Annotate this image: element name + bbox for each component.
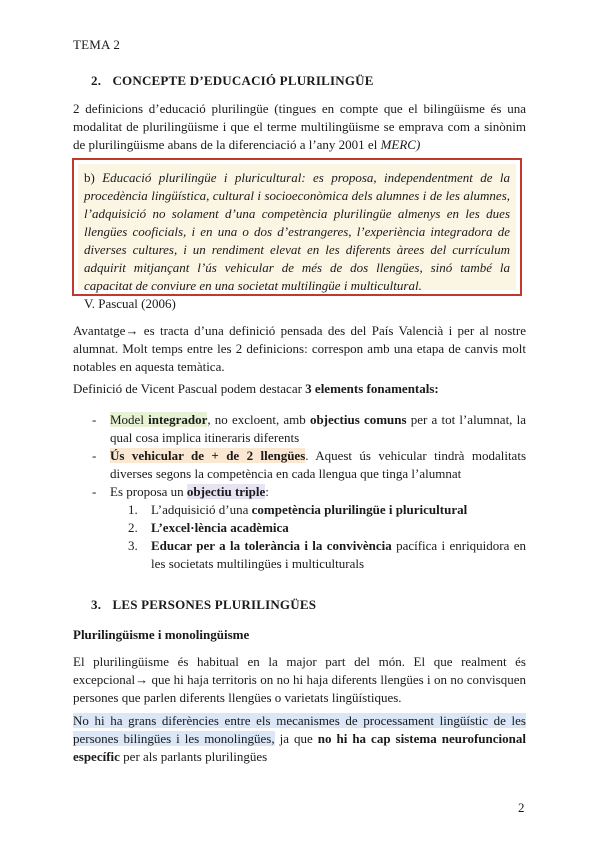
bullet-1-model: Model: [110, 412, 149, 427]
bullet-1-integrador: integrador: [148, 412, 208, 427]
definition-quote-box: [72, 158, 522, 311]
bullet-1-text: , no excloent, amb: [207, 412, 310, 427]
section-2-number: 2.: [91, 73, 102, 88]
list-item: [73, 483, 526, 573]
section-3-title: LES PERSONES PLURILINGÜES: [112, 597, 317, 612]
item-number: 3.: [128, 538, 138, 553]
para-2-rest: per als parlants plurilingües: [119, 749, 268, 764]
para-2-bold: no hi ha cap sistema neurofuncional específic: [73, 731, 526, 764]
running-title: TEMA 2: [73, 37, 121, 52]
bullet-3-bold: objectiu triple: [186, 484, 266, 499]
bullet-3-colon: :: [265, 484, 269, 499]
triple-objective-list: [128, 501, 526, 573]
elements-list: [73, 411, 526, 573]
section-3-paragraph-2: [73, 712, 526, 766]
item-number: 2.: [128, 520, 138, 535]
list-item: [73, 411, 526, 447]
item-3-text: pacífica i enriquidora en les societats multilingües i multiculturals: [151, 538, 527, 571]
item-1-bold: competència plurilingüe i pluricultural: [251, 502, 468, 517]
section-3-heading: [91, 597, 316, 613]
quote-text: Educació plurilingüe i pluricultural: es proposa, independentment de la procedència lingüística, cultural i socioeconòmica dels alumnes i de les alumnes, l’adquisició no solament d’una competència plurilingüe almenys en les dues llengües cooficials, i en una o dos d’estrangeres, l’experiència integradora de diverses cultures, i un rendiment elevat en les diferents àrees del currículum adquirit mitjançant l’ús vehicular de més de dos llengües, sinó també la capacitat de conviure en una societat multilingüe i multicultural.: [84, 170, 510, 293]
section-2-title: CONCEPTE D’EDUCACIÓ PLURILINGÜE: [112, 73, 374, 88]
item-number: 1.: [128, 502, 138, 517]
bullet-1-rest: per a tot l’alumnat, la qual cosa implica itineraris diferents: [110, 412, 526, 445]
bullet-1-objectius: objectius comuns: [309, 412, 407, 427]
list-item: [128, 537, 526, 573]
intro-text: 2 definicions d’educació plurilingüe (tingues en compte que el bilingüisme és una modalitat de plurilingüisme i que el terme multilingüisme se emprava com a sinònim de plurilingüisme abans de la diferenciació a l’any 2001 el: [73, 101, 526, 152]
advantage-paragraph: Avantatge→ es tracta d’una definició pensada des del País Valencià i per al nostre alumnat. Molt temps entre les 2 definicions: correspon amb una etapa de canvis molt notables en aquesta temàtica.: [73, 323, 526, 374]
section-2-intro: [73, 100, 526, 154]
item-3-bold: Educar per a la tolerància i la convivència: [151, 538, 392, 553]
bullet-2-text: . Aquest ús vehicular tindrà modalitats diverses segons la competència en cada llengua que tinga l’alumnat: [110, 448, 526, 481]
quote-author: V. Pascual (2006): [84, 296, 176, 311]
section-2-heading: [91, 73, 374, 89]
intro-merc: MERC): [380, 137, 421, 152]
list-item: [73, 447, 526, 483]
item-1-text: L’adquisició d’una: [151, 502, 252, 517]
quote-label: b): [84, 170, 95, 185]
elements-intro-bold: 3 elements fonamentals:: [305, 381, 439, 396]
para-2-highlight: No hi ha grans diferències entre els mecanismes de processament lingüístic de les persones bilingües i les monolingües,: [73, 713, 526, 746]
page-number: 2: [518, 800, 525, 815]
elements-intro: [73, 380, 526, 398]
list-item: [128, 501, 526, 519]
list-item: [128, 519, 526, 537]
quote-text-block: [84, 169, 510, 313]
subheading: Plurilingüisme i monolingüisme: [73, 627, 250, 642]
item-2-bold: L’excel·lència acadèmica: [151, 520, 289, 535]
quote-background: [78, 164, 516, 311]
para-2-text: ja que: [274, 731, 318, 746]
bullet-3-text: Es proposa un: [110, 484, 187, 499]
section-3-number: 3.: [91, 597, 102, 612]
elements-intro-text: Definició de Vicent Pascual podem destacar: [73, 381, 306, 396]
section-3-paragraph-1: El plurilingüisme és habitual en la major part del món. El que realment és excepcional→ que hi haja territoris on no hi haja diferents llengües i on no convisquen persones que parlen diferents llengües o varietats lingüístiques.: [73, 654, 526, 705]
bullet-2-bold: Ús vehicular de + de 2 llengües: [110, 448, 306, 463]
